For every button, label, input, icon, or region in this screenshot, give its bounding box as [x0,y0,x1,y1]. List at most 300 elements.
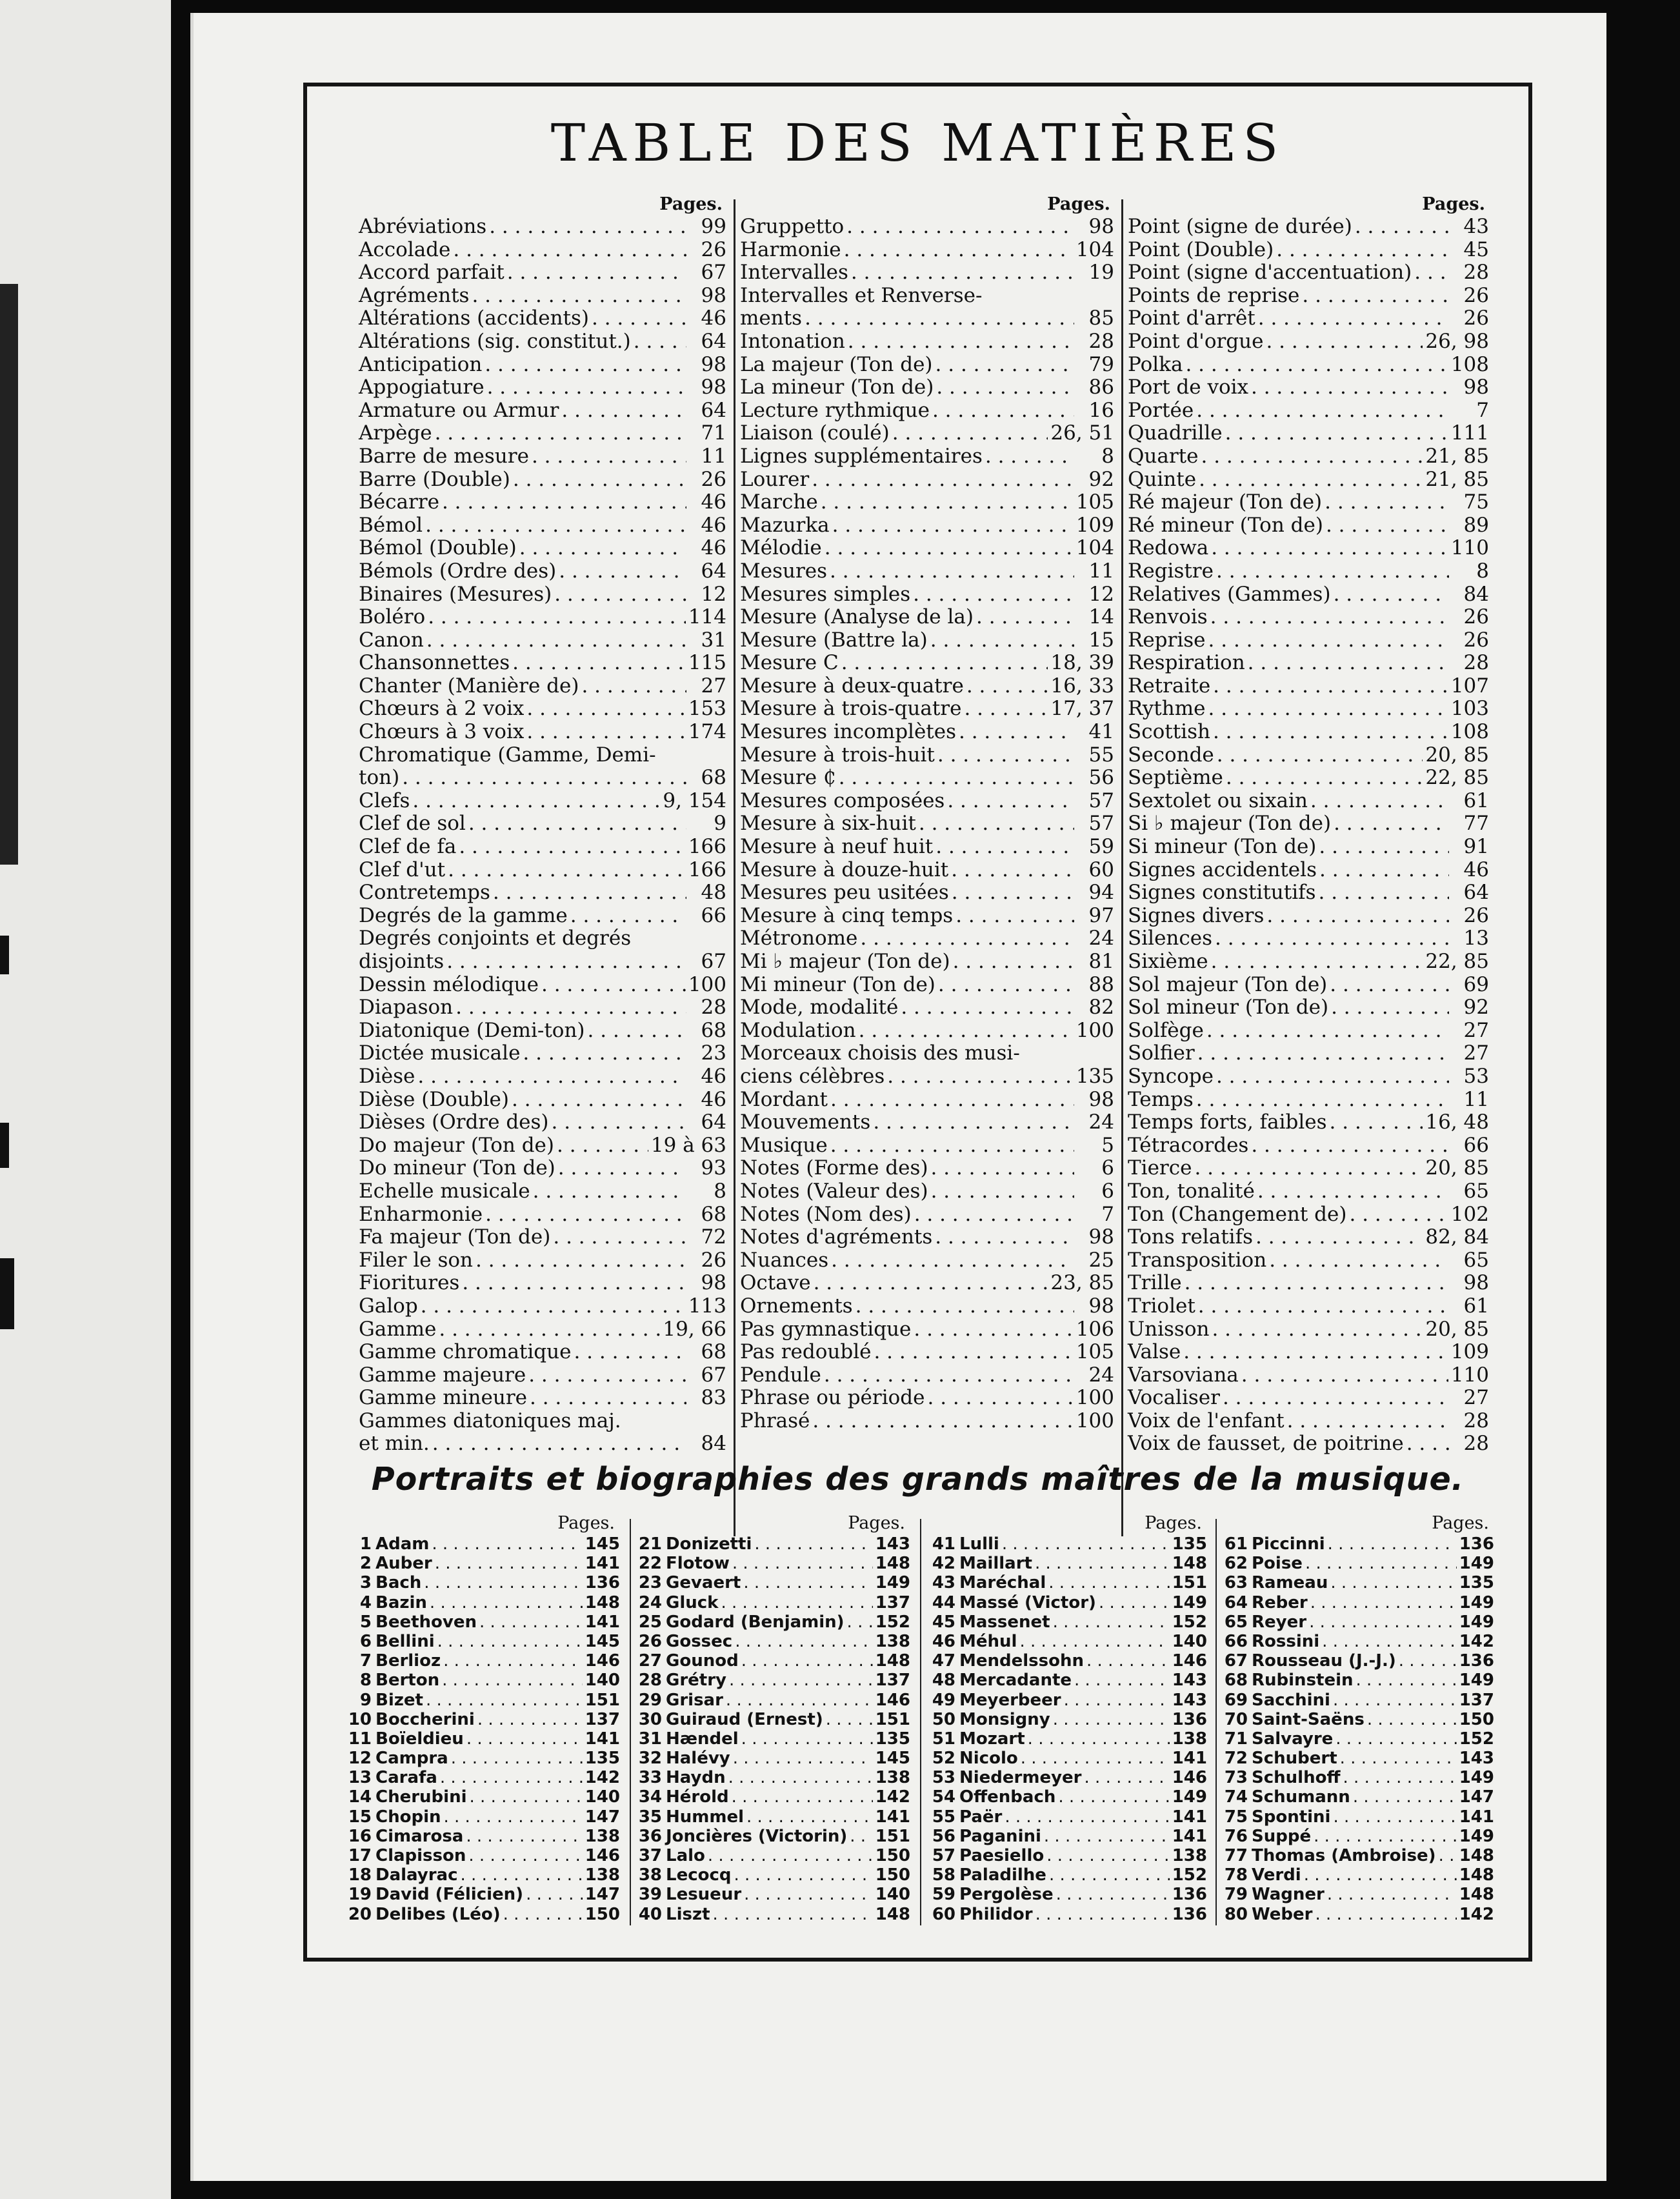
dot-leader [477,1710,583,1729]
entry-term: Portée [1128,398,1194,422]
portrait-page: 149 [1172,1787,1207,1807]
index-entry [740,239,1114,262]
entry-term: Signes accidentels [1128,858,1317,881]
entry-page: 89 [1463,513,1489,537]
dot-leader [1333,1691,1457,1710]
index-entry [1128,790,1489,813]
dot-leader [887,1065,1074,1089]
pages-header: Pages. [557,1513,615,1533]
entry-page: 11 [1463,1087,1489,1111]
dot-leader [1367,1710,1457,1729]
entry-term: Lignes supplémentaires [740,444,983,468]
entry-page: 104 [1075,536,1114,560]
portrait-number: 30 [638,1709,662,1729]
entry-page: 61 [1463,1294,1489,1318]
portrait-page: 152 [1459,1729,1494,1749]
entry-page: 8 [1476,559,1489,583]
portrait-page: 149 [875,1573,910,1593]
entry-term: Morceaux choisis des musi- [740,1041,1020,1065]
portrait-entry [636,1787,910,1807]
portrait-page: 143 [875,1534,910,1554]
portrait-entry [930,1865,1207,1885]
portrait-number: 39 [638,1885,662,1905]
dot-leader [439,1318,660,1341]
entry-term: Si mineur (Ton de) [1128,835,1317,859]
composer-name: Schulhoff [1252,1768,1341,1788]
dot-leader [541,974,686,997]
composer-name: Donizetti [666,1534,752,1554]
dot-leader [417,1065,686,1089]
entry-page: 86 [1088,376,1114,399]
entry-term: Agréments [359,283,470,307]
dot-leader [459,836,686,859]
page-title: TABLE DES MATIÈRES [550,113,1285,173]
composer-name: Lesueur [666,1885,742,1905]
index-entry [359,1111,726,1134]
portrait-page: 136 [585,1573,620,1593]
dot-leader [1216,1065,1449,1089]
portrait-page: 148 [585,1592,620,1612]
index-entry [359,1295,726,1318]
portrait-page: 149 [1459,1671,1494,1691]
portrait-page: 145 [585,1534,620,1554]
index-entry [740,560,1114,583]
entry-term: Polka [1128,352,1183,376]
dot-leader [1185,354,1448,377]
portrait-page: 152 [1172,1865,1207,1885]
composer-name: Verdi [1252,1865,1301,1885]
portrait-number: 67 [1224,1651,1248,1671]
entry-page: 135 [1075,1064,1114,1088]
entry-term: Phrase ou période [740,1386,925,1410]
index-entry [359,560,726,583]
entry-page: 26 [1463,628,1489,652]
dot-leader [976,606,1074,629]
dot-leader [1334,812,1449,836]
dot-leader [424,1573,582,1592]
composer-name: Reber [1252,1592,1308,1612]
portrait-entry [346,1827,620,1846]
composer-name: Saint-Saëns [1252,1709,1365,1729]
portrait-entry [346,1885,620,1904]
entry-term: Do mineur (Ton de) [359,1156,555,1180]
portrait-number: 65 [1224,1612,1248,1632]
portrait-number: 37 [638,1846,662,1865]
entry-term: Notes (Nom des) [740,1202,912,1226]
entry-page: 68 [701,1018,726,1042]
dot-leader [928,1387,1074,1410]
dot-leader [1248,652,1449,675]
index-entry [1128,950,1489,974]
entry-term: Mesure à douze-huit [740,858,949,881]
index-entry [359,491,726,514]
dot-leader [1208,629,1449,652]
portrait-entry [1222,1846,1494,1865]
portrait-number: 78 [1224,1865,1248,1885]
dot-leader [428,606,686,629]
entry-term: Transposition [1128,1248,1267,1272]
portrait-page: 148 [1172,1554,1207,1574]
portrait-entry [636,1671,910,1690]
portrait-page: 141 [585,1729,620,1749]
portrait-number: 4 [359,1592,372,1612]
portrait-page: 140 [585,1787,620,1807]
portrait-number: 32 [638,1749,662,1769]
dot-leader [985,445,1074,468]
dot-leader [453,239,686,262]
portrait-number: 75 [1224,1807,1248,1827]
entry-term: Pendule [740,1363,821,1387]
index-entry [740,1203,1114,1227]
dot-leader [1319,859,1449,882]
entry-page: 28 [701,996,726,1019]
dot-leader [1276,239,1449,262]
entry-page: 166 [688,858,726,881]
index-entry [740,881,1114,905]
pages-header: Pages. [1145,1513,1202,1533]
entry-term: Barre de mesure [359,444,529,468]
entry-term: Sextolet ou sixain [1128,788,1308,812]
index-entry [359,1387,726,1410]
index-entry [359,583,726,607]
entry-term: Altérations (sig. constitut.) [359,329,631,353]
index-entry [740,307,1114,330]
portrait-entry [346,1905,620,1924]
index-entry [359,905,726,928]
dot-leader [964,698,1048,721]
portrait-number: 74 [1224,1787,1248,1807]
portrait-entry [636,1827,910,1846]
portrait-page: 150 [1459,1709,1494,1729]
portrait-entry [1222,1885,1494,1904]
index-entry [359,1019,726,1043]
dot-leader [561,399,686,423]
index-entry [740,767,1114,790]
entry-page: 98 [1463,1271,1489,1295]
entry-term: Reprise [1128,628,1206,652]
portrait-entry [346,1554,620,1573]
entry-term: Mesure à deux-quatre [740,674,964,698]
dot-leader [574,1341,686,1364]
portrait-number: 50 [932,1709,955,1729]
index-entry [359,1226,726,1249]
dot-leader [485,354,686,377]
entry-page: 20, 85 [1425,743,1489,767]
entry-page: 18, 39 [1050,651,1114,675]
portrait-entry [346,1632,620,1651]
entry-page: 105 [1075,490,1114,514]
dot-leader [1287,1410,1449,1433]
portrait-number: 3 [359,1573,372,1593]
entry-term: Chœurs à 3 voix [359,720,525,744]
entry-page: 27 [1463,1018,1489,1042]
entry-page: 26 [1463,903,1489,927]
index-entry [359,514,726,537]
entry-page: 82 [1088,996,1114,1019]
entry-page: 66 [701,903,726,927]
portrait-entry [1222,1865,1494,1885]
dot-leader [947,790,1074,813]
entry-page: 57 [1088,788,1114,812]
index-entry [359,1432,726,1456]
entry-term: Point d'arrêt [1128,306,1255,330]
index-entry [740,399,1114,423]
index-entry [1128,1065,1489,1089]
index-entry [740,216,1114,239]
portrait-number: 72 [1224,1749,1248,1769]
entry-term: Ré mineur (Ton de) [1128,513,1323,537]
entry-page: 23, 85 [1050,1271,1114,1295]
entry-page: 28 [1463,261,1489,285]
entry-term: Anticipation [359,352,483,376]
entry-term: Accord parfait [359,261,505,285]
portrait-entry [1222,1807,1494,1827]
entry-page: 19 à 63 [650,1133,726,1157]
entry-term: Binaires (Mesures) [359,582,552,606]
composer-name: Rossini [1252,1631,1320,1651]
portrait-number: 45 [932,1612,955,1632]
entry-page: 8 [1101,444,1114,468]
composer-name: Spontini [1252,1807,1331,1827]
index-entry [740,422,1114,445]
portrait-entry [930,1710,1207,1729]
dot-leader [558,1157,686,1180]
entry-term: La majeur (Ton de) [740,352,933,376]
dot-leader [1035,1905,1170,1924]
dot-leader [1335,1729,1456,1749]
portrait-number: 8 [359,1671,372,1691]
entry-page: 60 [1088,858,1114,881]
portrait-number: 80 [1224,1904,1248,1924]
index-entry [740,1157,1114,1180]
column-divider [734,199,735,1536]
index-entry [740,836,1114,859]
entry-page: 100 [688,972,726,996]
index-entry [740,537,1114,560]
dot-leader [1048,1573,1169,1592]
entry-term: Voix de fausset, de poitrine [1128,1432,1404,1456]
entry-term: Gammes diatoniques maj. [359,1409,621,1432]
entry-term: Point (Double) [1128,237,1274,261]
index-entry [359,1065,726,1089]
entry-term: Gamme [359,1317,437,1341]
entry-term: Sol mineur (Ton de) [1128,996,1329,1019]
dot-leader [1215,927,1449,950]
entry-term: Bémol (Double) [359,536,517,560]
portrait-entry [636,1573,910,1592]
entry-term: Canon [359,628,424,652]
portrait-page: 148 [875,1904,910,1924]
entry-term: Diapason [359,996,454,1019]
entry-page: 81 [1088,950,1114,973]
entry-term: Diatonique (Demi-ton) [359,1018,585,1042]
portrait-page: 143 [1459,1749,1494,1769]
portrait-page: 135 [875,1729,910,1749]
composer-name: Clapisson [375,1846,466,1865]
portrait-page: 137 [875,1671,910,1691]
entry-page: 106 [1075,1317,1114,1341]
portrait-page: 145 [875,1749,910,1769]
composer-name: Berton [375,1671,440,1691]
entry-term: Chanter (Manière de) [359,674,579,698]
composer-name: Maillart [959,1554,1032,1574]
entry-page: 21, 85 [1425,444,1489,468]
index-entry [740,1341,1114,1364]
table-frame [303,83,1532,1962]
portrait-page: 142 [875,1787,910,1807]
index-entry [740,491,1114,514]
index-entry [740,606,1114,629]
dot-leader [1223,1387,1449,1410]
portrait-number: 62 [1224,1554,1248,1574]
portrait-entry [636,1710,910,1729]
index-entry [1128,1180,1489,1203]
composer-name: Liszt [666,1904,710,1924]
entry-term: Métronome [740,927,858,950]
index-entry [1128,399,1489,423]
dot-leader [442,491,686,514]
entry-page: 69 [1463,972,1489,996]
entry-page: 46 [701,1064,726,1088]
index-entry [1128,583,1489,607]
portrait-entry [930,1612,1207,1632]
portrait-entry [346,1787,620,1807]
portrait-number: 7 [359,1651,372,1671]
portrait-entry [930,1534,1207,1554]
entry-page: 26 [1463,605,1489,629]
entry-page: 98 [701,352,726,376]
portrait-number: 28 [638,1671,662,1691]
entry-page [1020,1042,1057,1065]
entry-page: 12 [1088,582,1114,606]
portrait-entry [346,1593,620,1612]
entry-term: Gamme majeure [359,1363,526,1387]
index-entry [1128,1203,1489,1227]
index-entry [1128,422,1489,445]
portrait-number: 38 [638,1865,662,1885]
portraits-column-4 [1222,1512,1494,1924]
dot-leader [1406,1432,1449,1456]
entry-page: 88 [1088,972,1114,996]
dot-leader [1305,1554,1457,1573]
dot-leader [519,537,686,560]
pages-header: Pages. [1432,1513,1489,1533]
entry-term: Point d'orgue [1128,329,1264,353]
composer-name: Grétry [666,1671,726,1691]
composer-name: Monsigny [959,1709,1050,1729]
dot-leader [432,1432,686,1456]
portrait-page: 140 [1172,1631,1207,1651]
entry-term: ton) [359,766,400,790]
index-entry [1128,974,1489,997]
portrait-number: 49 [932,1690,955,1710]
entry-term: Mordant [740,1087,828,1111]
index-entry [1128,307,1489,330]
index-entry [359,216,726,239]
entry-term: Bécarre [359,490,439,514]
index-entry [359,629,726,652]
portrait-page: 141 [585,1554,620,1574]
composer-name: Paesiello [959,1846,1045,1865]
dot-leader [1355,216,1449,239]
index-entry [740,1042,1114,1065]
portrait-entry [1222,1729,1494,1749]
dot-leader [735,1632,873,1651]
entry-page: 43 [1463,215,1489,238]
dot-leader [1257,1180,1449,1203]
dot-leader [1322,1632,1457,1651]
entry-page: 98 [701,283,726,307]
dot-leader [805,307,1074,330]
entry-page: 28 [1463,1432,1489,1456]
entry-page [621,1410,659,1433]
composer-name: Beethoven [375,1612,477,1632]
entry-term: Enharmonie [359,1202,483,1226]
portrait-entry [1222,1787,1494,1807]
portrait-number: 69 [1224,1690,1248,1710]
portrait-page: 147 [1459,1787,1494,1807]
entry-term: Mesures simples [740,582,911,606]
composer-name: Schumann [1252,1787,1350,1807]
dot-leader [530,1387,686,1410]
portrait-page: 138 [875,1631,910,1651]
entry-page [982,285,1019,308]
entry-page: 26, 98 [1425,329,1489,353]
dot-leader [554,583,686,607]
dot-leader [1330,1573,1456,1592]
composer-name: Gounod [666,1651,739,1671]
index-entry [1128,1432,1489,1456]
dot-leader [914,1203,1074,1227]
dot-leader [1251,1134,1449,1158]
index-entry [359,468,726,492]
index-entry [1128,812,1489,836]
portrait-number: 26 [638,1631,662,1651]
dot-leader [444,1807,583,1827]
entry-term: Do majeur (Ton de) [359,1133,554,1157]
portrait-page: 137 [585,1709,620,1729]
portrait-entry [346,1768,620,1787]
dot-leader [1414,261,1449,285]
dot-leader [1327,1885,1457,1904]
portrait-entry [346,1651,620,1671]
portrait-entry [636,1905,910,1924]
dot-leader [830,1089,1074,1112]
entry-term: La mineur (Ton de) [740,376,934,399]
dot-leader [1216,560,1449,583]
entry-term: Rythme [1128,697,1206,721]
dot-leader [1439,1846,1457,1865]
index-entry [1128,721,1489,744]
index-entry [1128,1134,1489,1158]
dot-leader [931,1180,1074,1203]
entry-term: Ton (Changement de) [1128,1202,1347,1226]
index-entry [359,1364,726,1387]
composer-name: Lalo [666,1846,705,1865]
dot-leader [726,1691,873,1710]
index-entry [359,1272,726,1295]
dot-leader [1064,1691,1170,1710]
index-entry [740,285,1114,308]
dot-leader [952,881,1074,905]
portrait-entry [636,1885,910,1904]
index-entry [740,1318,1114,1341]
dot-leader [1331,996,1449,1019]
dot-leader [1213,675,1448,698]
pages-header: Pages. [659,194,723,214]
portrait-entry [930,1885,1207,1904]
index-entry [359,239,726,262]
